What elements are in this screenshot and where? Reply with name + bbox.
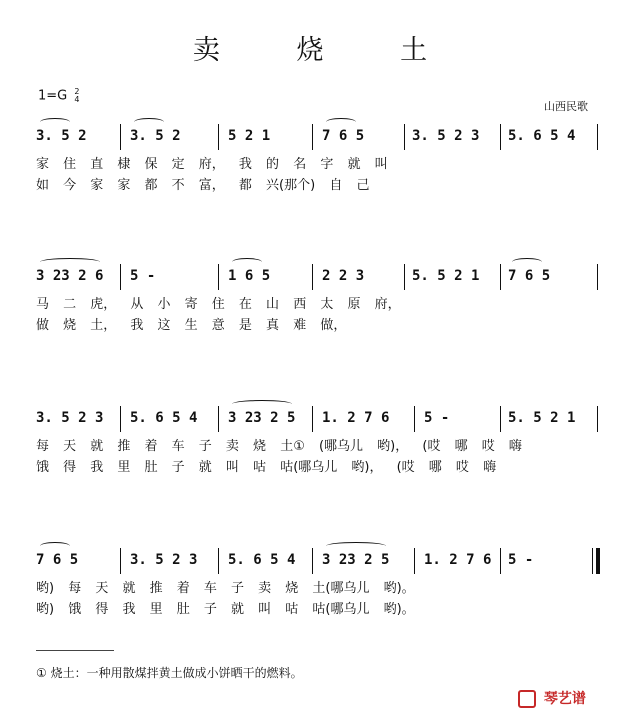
slur: [40, 258, 100, 266]
barline: [404, 124, 405, 150]
time-sig-top: 2: [74, 87, 80, 96]
barline: [592, 548, 593, 574]
barline: [414, 406, 415, 432]
slur: [40, 118, 70, 126]
slur: [326, 118, 356, 126]
song-title: 卖 烧 土: [192, 35, 462, 66]
lyric-line-2: 做 烧 土， 我 这 生 意 是 真 难 做，: [36, 318, 347, 333]
measure: 3. 5 2: [130, 128, 181, 144]
measure: 1. 2 7 6: [424, 552, 492, 568]
key-signature: [38, 88, 79, 104]
measure: 7 6 5: [508, 268, 551, 284]
logo-text: 琴艺谱: [543, 691, 586, 707]
barline: [218, 264, 219, 290]
measure: 3. 5 2 3: [130, 552, 198, 568]
song-origin: 山西民歌: [544, 100, 588, 113]
measure: 7 6 5: [36, 552, 79, 568]
measure: 1 6 5: [228, 268, 271, 284]
measure: 5. 6 5 4: [508, 128, 576, 144]
barline: [597, 124, 598, 150]
measure: 5. 6 5 4: [130, 410, 198, 426]
footnote: ① 烧土：一种用散煤拌黄土做成小饼晒干的燃料。: [36, 666, 303, 680]
measure: 3 23 2 5: [228, 410, 296, 426]
key-label: 1=G: [38, 88, 68, 104]
barline: [597, 264, 598, 290]
lyric-line-1: 马 二 虎， 从 小 寄 住 在 山 西 太 原 府，: [36, 297, 401, 312]
time-sig-bottom: 4: [74, 95, 80, 104]
barline: [120, 548, 121, 574]
barline: [120, 124, 121, 150]
barline: [120, 264, 121, 290]
measure: 5 -: [508, 552, 534, 568]
barline: [404, 264, 405, 290]
measure: 1. 2 7 6: [322, 410, 390, 426]
barline: [120, 406, 121, 432]
barline: [218, 406, 219, 432]
barline: [218, 548, 219, 574]
barline: [312, 264, 313, 290]
barline: [500, 548, 501, 574]
barline: [218, 124, 219, 150]
measure: 3 23 2 5: [322, 552, 390, 568]
measure: 5 2 1: [228, 128, 271, 144]
measure: 3. 5 2 3: [36, 410, 104, 426]
barline: [597, 406, 598, 432]
lyric-line-1: 家 住 直 棣 保 定 府， 我 的 名 字 就 叫: [36, 157, 388, 172]
barline: [500, 264, 501, 290]
measure: 5. 6 5 4: [228, 552, 296, 568]
lyric-line-2: 哟) 饿 得 我 里 肚 子 就 叫 咕 咕(哪乌儿 哟)。: [36, 602, 415, 617]
barline: [414, 548, 415, 574]
measure: 5 -: [130, 268, 156, 284]
barline: [312, 124, 313, 150]
measure: 5 -: [424, 410, 450, 426]
slur: [512, 258, 542, 266]
final-barline: [596, 548, 600, 574]
lyric-line-1: 每 天 就 推 着 车 子 卖 烧 土① (哪乌儿 哟)， (哎 哪 哎 嗨: [36, 439, 522, 454]
measure: 7 6 5: [322, 128, 365, 144]
slur: [40, 542, 70, 550]
measure: 3. 5 2 3: [412, 128, 480, 144]
barline: [312, 548, 313, 574]
slur: [326, 542, 386, 550]
lyric-line-2: 饿 得 我 里 肚 子 就 叫 咕 咕(哪乌儿 哟)， (哎 哪 哎 嗨: [36, 460, 497, 475]
slur: [232, 400, 292, 408]
barline: [312, 406, 313, 432]
time-signature: [74, 88, 79, 104]
measure: 3 23 2 6: [36, 268, 104, 284]
site-logo: [518, 688, 586, 708]
logo-icon: [518, 690, 536, 708]
slur: [134, 118, 164, 126]
lyric-line-2: 如 今 家 家 都 不 富， 都 兴(那个) 自 己: [36, 178, 370, 193]
measure: 5. 5 2 1: [412, 268, 480, 284]
barline: [500, 124, 501, 150]
footnote-divider: [36, 650, 114, 651]
barline: [500, 406, 501, 432]
lyric-line-1: 哟) 每 天 就 推 着 车 子 卖 烧 土(哪乌儿 哟)。: [36, 581, 415, 596]
slur: [232, 258, 262, 266]
measure: 5. 5 2 1: [508, 410, 576, 426]
measure: 3. 5 2: [36, 128, 87, 144]
measure: 2 2 3: [322, 268, 365, 284]
